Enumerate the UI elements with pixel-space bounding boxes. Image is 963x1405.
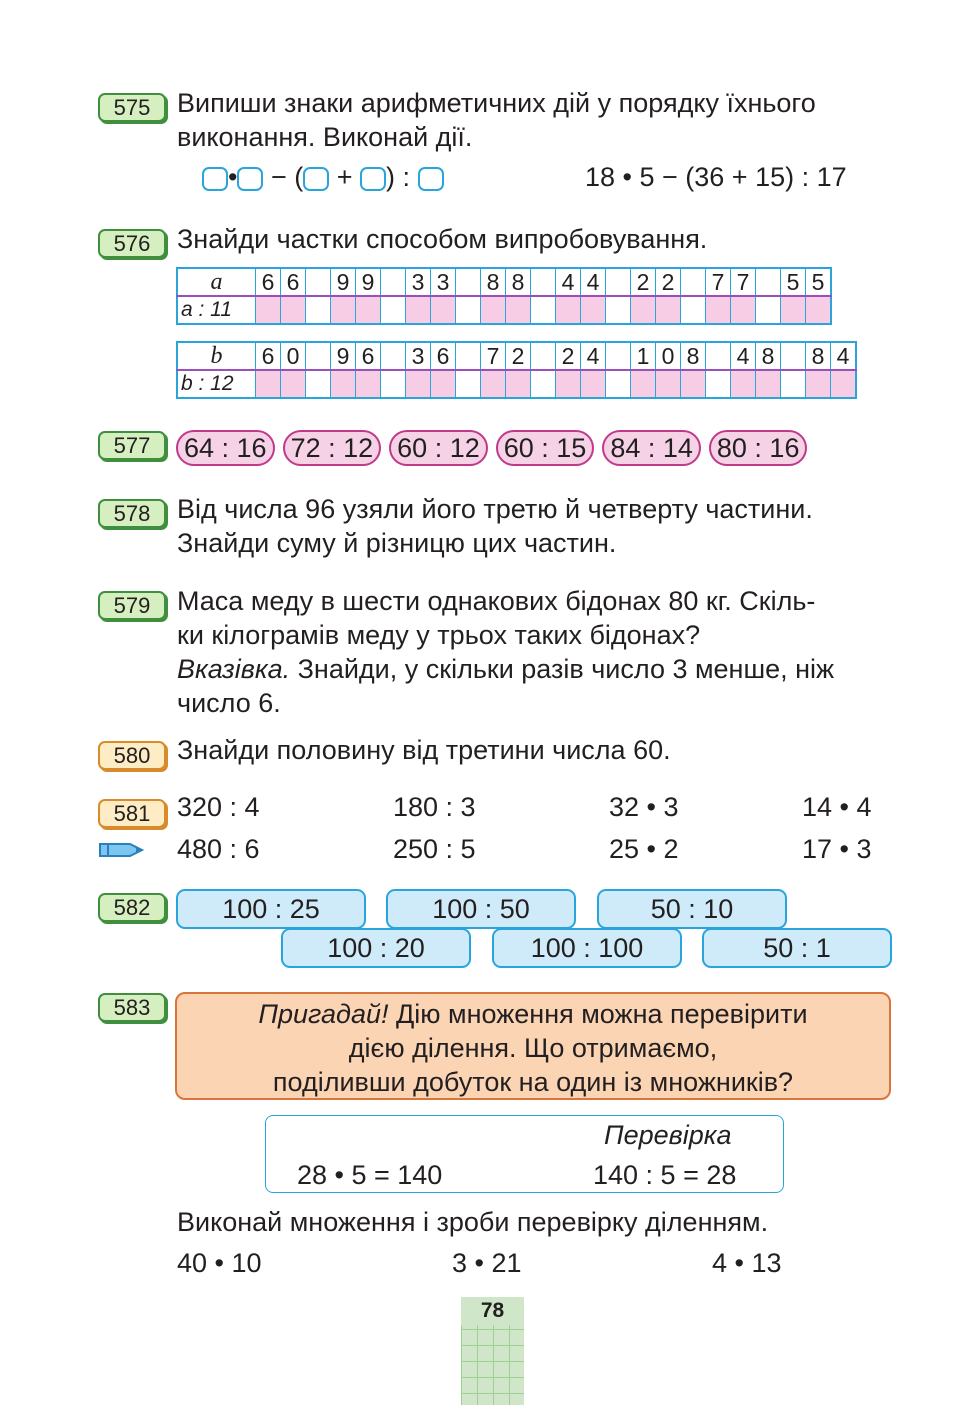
expr: 17 • 3	[802, 834, 872, 864]
task-578-line1: Від числа 96 узяли його третю й четверту частини.	[177, 494, 813, 524]
separator-cell	[306, 296, 331, 324]
answer-cell[interactable]	[281, 296, 306, 324]
separator-cell	[706, 370, 731, 398]
answer-cell[interactable]	[731, 296, 756, 324]
expr: 25 • 2	[609, 834, 679, 864]
pencil-icon	[98, 839, 144, 866]
digit-cell: 2	[631, 268, 656, 296]
digit-cell: 4	[556, 268, 581, 296]
division-ovals	[176, 430, 807, 466]
answer-cell[interactable]	[281, 370, 306, 398]
minus-sign: − (	[263, 162, 304, 192]
answer-cell[interactable]	[631, 370, 656, 398]
expr: 32 • 3	[609, 792, 679, 822]
digit-cell	[456, 268, 481, 296]
plus-sign: +	[329, 162, 360, 192]
hint-text: Знайди, у скільки разів число 3 менше, ніж	[290, 654, 835, 684]
expr: 480 : 6	[177, 834, 260, 864]
separator-cell	[306, 370, 331, 398]
table-b	[176, 341, 857, 399]
task-579-line3	[177, 652, 834, 686]
blank-box	[303, 167, 329, 191]
answer-cell[interactable]	[481, 370, 506, 398]
expr: 40 • 10	[177, 1248, 262, 1278]
task-number-579: 579	[98, 591, 166, 620]
blank-box	[418, 167, 444, 191]
separator-cell	[531, 296, 556, 324]
oval-item: 60 : 15	[496, 430, 595, 466]
expr: 4 • 13	[712, 1248, 782, 1278]
task-number-580: 580	[98, 741, 166, 770]
answer-cell[interactable]	[431, 296, 456, 324]
digit-cell: 4	[581, 268, 606, 296]
task-number-581: 581	[98, 799, 166, 828]
separator-cell	[681, 296, 706, 324]
oval-item: 60 : 12	[389, 430, 488, 466]
digit-cell: 7	[481, 342, 506, 370]
answer-cell[interactable]	[806, 296, 832, 324]
answer-cell[interactable]	[556, 370, 581, 398]
digit-cell: 8	[806, 342, 831, 370]
answer-cell[interactable]	[831, 370, 857, 398]
page-number-tab	[461, 1297, 524, 1405]
answer-cell[interactable]	[581, 370, 606, 398]
task-number-575: 575	[98, 93, 166, 122]
page-number: 78	[461, 1297, 524, 1325]
answer-cell[interactable]	[356, 370, 381, 398]
separator-cell	[756, 296, 781, 324]
digit-cell: 0	[656, 342, 681, 370]
digit-cell: 6	[431, 342, 456, 370]
digit-cell: 8	[481, 268, 506, 296]
expr: 320 : 4	[177, 792, 260, 822]
expr-pill: 50 : 1	[702, 928, 892, 968]
hint-label: Вказівка.	[177, 654, 291, 684]
digit-cell	[381, 268, 406, 296]
answer-cell[interactable]	[406, 296, 431, 324]
answer-cell[interactable]	[731, 370, 756, 398]
task-578-text	[177, 492, 813, 560]
digit-cell: 6	[281, 268, 306, 296]
digit-cell: 7	[706, 268, 731, 296]
separator-cell	[456, 370, 481, 398]
remember-line3: поділивши добуток на один із множників?	[272, 1067, 794, 1097]
expr: 3 • 21	[452, 1248, 522, 1278]
task-580-text: Знайди половину від третини числа 60.	[177, 735, 671, 765]
task-578-line2: Знайди суму й різницю цих частин.	[177, 528, 617, 558]
digit-cell	[306, 268, 331, 296]
remember-text: Дію множення можна перевірити	[388, 999, 808, 1029]
table-b-header: b	[177, 342, 256, 370]
answer-cell[interactable]	[256, 370, 281, 398]
answer-cell[interactable]	[631, 296, 656, 324]
separator-cell	[381, 296, 406, 324]
digit-cell: 4	[831, 342, 857, 370]
blank-box	[237, 167, 263, 191]
answer-cell[interactable]	[806, 370, 831, 398]
check-title: Перевірка	[604, 1120, 732, 1150]
separator-cell	[381, 370, 406, 398]
digit-cell: 1	[631, 342, 656, 370]
close-divide: ) :	[386, 162, 418, 192]
answer-cell[interactable]	[481, 296, 506, 324]
task-579-line4: число 6.	[177, 688, 281, 718]
task-576-text: Знайди частки способом випробовування.	[177, 224, 708, 254]
digit-cell: 9	[331, 342, 356, 370]
task-579-line1: Маса меду в шести однакових бідонах 80 кг. Скіль-	[177, 586, 816, 616]
digit-cell	[531, 268, 556, 296]
task-583-text: Виконай множення і зроби перевірку діленням.	[177, 1207, 769, 1237]
task-575-line1: Випиши знаки арифметичних дій у порядку їхнього	[177, 88, 816, 118]
answer-cell[interactable]	[756, 370, 781, 398]
check-example-box	[265, 1115, 784, 1193]
table-a	[176, 267, 832, 325]
digit-cell: 8	[506, 268, 531, 296]
remember-box	[175, 992, 891, 1100]
answer-cell[interactable]	[781, 296, 806, 324]
digit-cell: 6	[256, 342, 281, 370]
remember-label: Пригадай!	[258, 999, 389, 1029]
expr-pill: 100 : 50	[386, 889, 576, 929]
digit-cell	[456, 342, 481, 370]
task-number-577: 577	[98, 431, 166, 460]
oval-item: 80 : 16	[709, 430, 808, 466]
digit-cell: 2	[656, 268, 681, 296]
answer-cell[interactable]	[406, 370, 431, 398]
task-581-grid	[177, 790, 897, 874]
separator-cell	[781, 370, 806, 398]
remember-line2: дією ділення. Що отримаємо,	[348, 1033, 718, 1063]
oval-item: 84 : 14	[602, 430, 701, 466]
answer-cell[interactable]	[656, 296, 681, 324]
digit-cell: 8	[681, 342, 706, 370]
task-number-582: 582	[98, 893, 166, 922]
digit-cell: 2	[556, 342, 581, 370]
digit-cell	[681, 268, 706, 296]
digit-cell: 4	[731, 342, 756, 370]
answer-cell[interactable]	[581, 296, 606, 324]
answer-cell[interactable]	[331, 370, 356, 398]
digit-cell: 3	[431, 268, 456, 296]
answer-cell[interactable]	[331, 296, 356, 324]
remember-line1	[177, 994, 889, 1031]
task-number-576: 576	[98, 229, 166, 258]
digit-cell	[381, 342, 406, 370]
table-a-header: a	[177, 268, 256, 296]
digit-cell	[756, 268, 781, 296]
expr-pill: 100 : 25	[176, 889, 366, 929]
separator-cell	[456, 296, 481, 324]
task-number-583: 583	[98, 993, 166, 1022]
answer-cell[interactable]	[431, 370, 456, 398]
expr: 14 • 4	[802, 792, 872, 822]
digit-cell: 5	[781, 268, 806, 296]
example-division: 140 : 5 = 28	[593, 1160, 737, 1190]
digit-cell: 3	[406, 342, 431, 370]
oval-item: 72 : 12	[283, 430, 382, 466]
digit-cell: 9	[331, 268, 356, 296]
digit-cell: 7	[731, 268, 756, 296]
expr: 250 : 5	[393, 834, 476, 864]
digit-cell: 2	[506, 342, 531, 370]
digit-cell: 6	[256, 268, 281, 296]
digit-cell: 6	[356, 342, 381, 370]
answer-cell[interactable]	[681, 370, 706, 398]
expression-575: 18 • 5 − (36 + 15) : 17	[585, 162, 847, 192]
digit-cell: 8	[756, 342, 781, 370]
answer-cell[interactable]	[256, 296, 281, 324]
digit-cell: 0	[281, 342, 306, 370]
separator-cell	[606, 370, 631, 398]
digit-cell	[306, 342, 331, 370]
task-575-text	[177, 86, 816, 154]
digit-cell	[531, 342, 556, 370]
table-b-header2: b : 12	[177, 370, 256, 398]
digit-cell: 4	[581, 342, 606, 370]
task-number-578: 578	[98, 499, 166, 528]
answer-cell[interactable]	[556, 296, 581, 324]
answer-cell[interactable]	[656, 370, 681, 398]
digit-cell	[606, 268, 631, 296]
task-579-line2: ки кілограмів меду у трьох таких бідонах?	[177, 620, 701, 650]
answer-cell[interactable]	[356, 296, 381, 324]
expr: 180 : 3	[393, 792, 476, 822]
separator-cell	[531, 370, 556, 398]
blank-box	[202, 167, 228, 191]
operation-template	[202, 160, 444, 194]
expr-pill: 100 : 100	[492, 928, 682, 968]
answer-cell[interactable]	[506, 370, 531, 398]
oval-item: 64 : 16	[176, 430, 275, 466]
answer-cell[interactable]	[506, 296, 531, 324]
digit-cell	[706, 342, 731, 370]
task-575-line2: виконання. Виконай дії.	[177, 122, 473, 152]
digit-cell: 5	[806, 268, 832, 296]
digit-cell	[781, 342, 806, 370]
example-multiplication: 28 • 5 = 140	[297, 1160, 443, 1190]
expr-pill: 50 : 10	[597, 889, 787, 929]
table-a-header2: a : 11	[177, 296, 256, 324]
answer-cell[interactable]	[706, 296, 731, 324]
digit-cell: 9	[356, 268, 381, 296]
dot-sign: •	[228, 162, 238, 192]
expr-pill: 100 : 20	[281, 928, 471, 968]
separator-cell	[606, 296, 631, 324]
task-579-text	[177, 584, 834, 720]
digit-cell	[606, 342, 631, 370]
blank-box	[360, 167, 386, 191]
digit-cell: 3	[406, 268, 431, 296]
